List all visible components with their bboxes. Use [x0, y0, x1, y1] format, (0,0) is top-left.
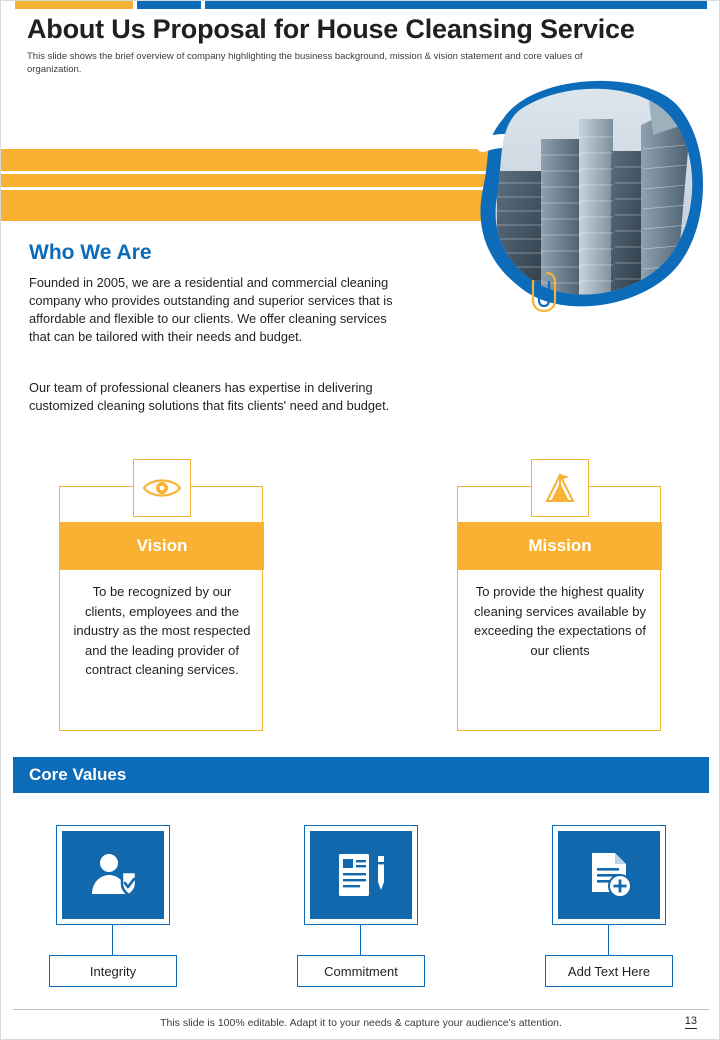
banner-stripe-1	[1, 149, 531, 171]
who-we-are-heading: Who We Are	[29, 241, 152, 264]
mission-title-text: Mission	[528, 536, 592, 555]
hero-image-blob	[463, 79, 707, 309]
vision-card-title	[60, 522, 264, 570]
person-shield-icon	[62, 831, 164, 919]
core-value-icon-frame	[304, 825, 418, 925]
eye-icon	[133, 459, 191, 517]
core-values-title: Core Values	[29, 765, 127, 784]
core-value-icon-frame	[56, 825, 170, 925]
footer-divider	[13, 1009, 709, 1010]
mission-card-body: To provide the highest quality cleaning services available by exceeding the expectations of our clients	[473, 584, 646, 658]
accent-bar-blue-small	[137, 1, 201, 9]
who-we-are-paragraph-1: Founded in 2005, we are a residential and commercial cleaning company who provides outstanding and superior services that is affordable and flexible to our clients. We offer cleaning services that can be tailored with their needs and budget.	[29, 275, 393, 345]
flag-mountain-icon	[531, 459, 589, 517]
banner-stripe-3	[1, 190, 531, 221]
core-value-label-add-text: Add Text Here	[545, 955, 673, 987]
page-subtitle: This slide shows the brief overview of company highlighting the business background, mission & vision statement and core values of organization.	[27, 50, 583, 75]
who-we-are-paragraph-2: Our team of professional cleaners has expertise in delivering customized cleaning solutions that fits clients' need and budget.	[29, 380, 390, 414]
document-plus-icon	[558, 831, 660, 919]
page-title: About Us Proposal for House Cleansing Service	[27, 14, 635, 44]
document-pen-icon	[310, 831, 412, 919]
vision-card	[59, 486, 263, 731]
header	[27, 15, 697, 76]
core-value-item-commitment	[304, 825, 418, 979]
vision-card-body: To be recognized by our clients, employees and the industry as the most respected and the leading provider of contract cleaning services.	[73, 584, 251, 677]
footer-note: This slide is 100% editable. Adapt it to your needs & capture your audience's attention.	[160, 1017, 562, 1029]
yellow-banner	[1, 149, 531, 221]
accent-bar-yellow	[15, 1, 133, 9]
mission-card	[457, 486, 661, 731]
top-accent-bars	[1, 1, 720, 9]
accent-bar-blue-wide	[205, 1, 707, 9]
core-value-item-add-text	[552, 825, 666, 979]
paperclip-icon	[525, 267, 561, 313]
core-value-label-commitment: Commitment	[297, 955, 425, 987]
core-value-connector	[112, 925, 113, 955]
core-value-connector	[360, 925, 361, 955]
vision-title-text: Vision	[136, 536, 188, 555]
core-value-icon-frame	[552, 825, 666, 925]
core-value-connector	[608, 925, 609, 955]
banner-stripe-2	[1, 174, 531, 187]
core-value-label-integrity: Integrity	[49, 955, 177, 987]
mission-card-title	[458, 522, 662, 570]
core-value-item-integrity	[56, 825, 170, 979]
core-values-band	[13, 757, 709, 793]
page-number: 13	[684, 1015, 697, 1027]
